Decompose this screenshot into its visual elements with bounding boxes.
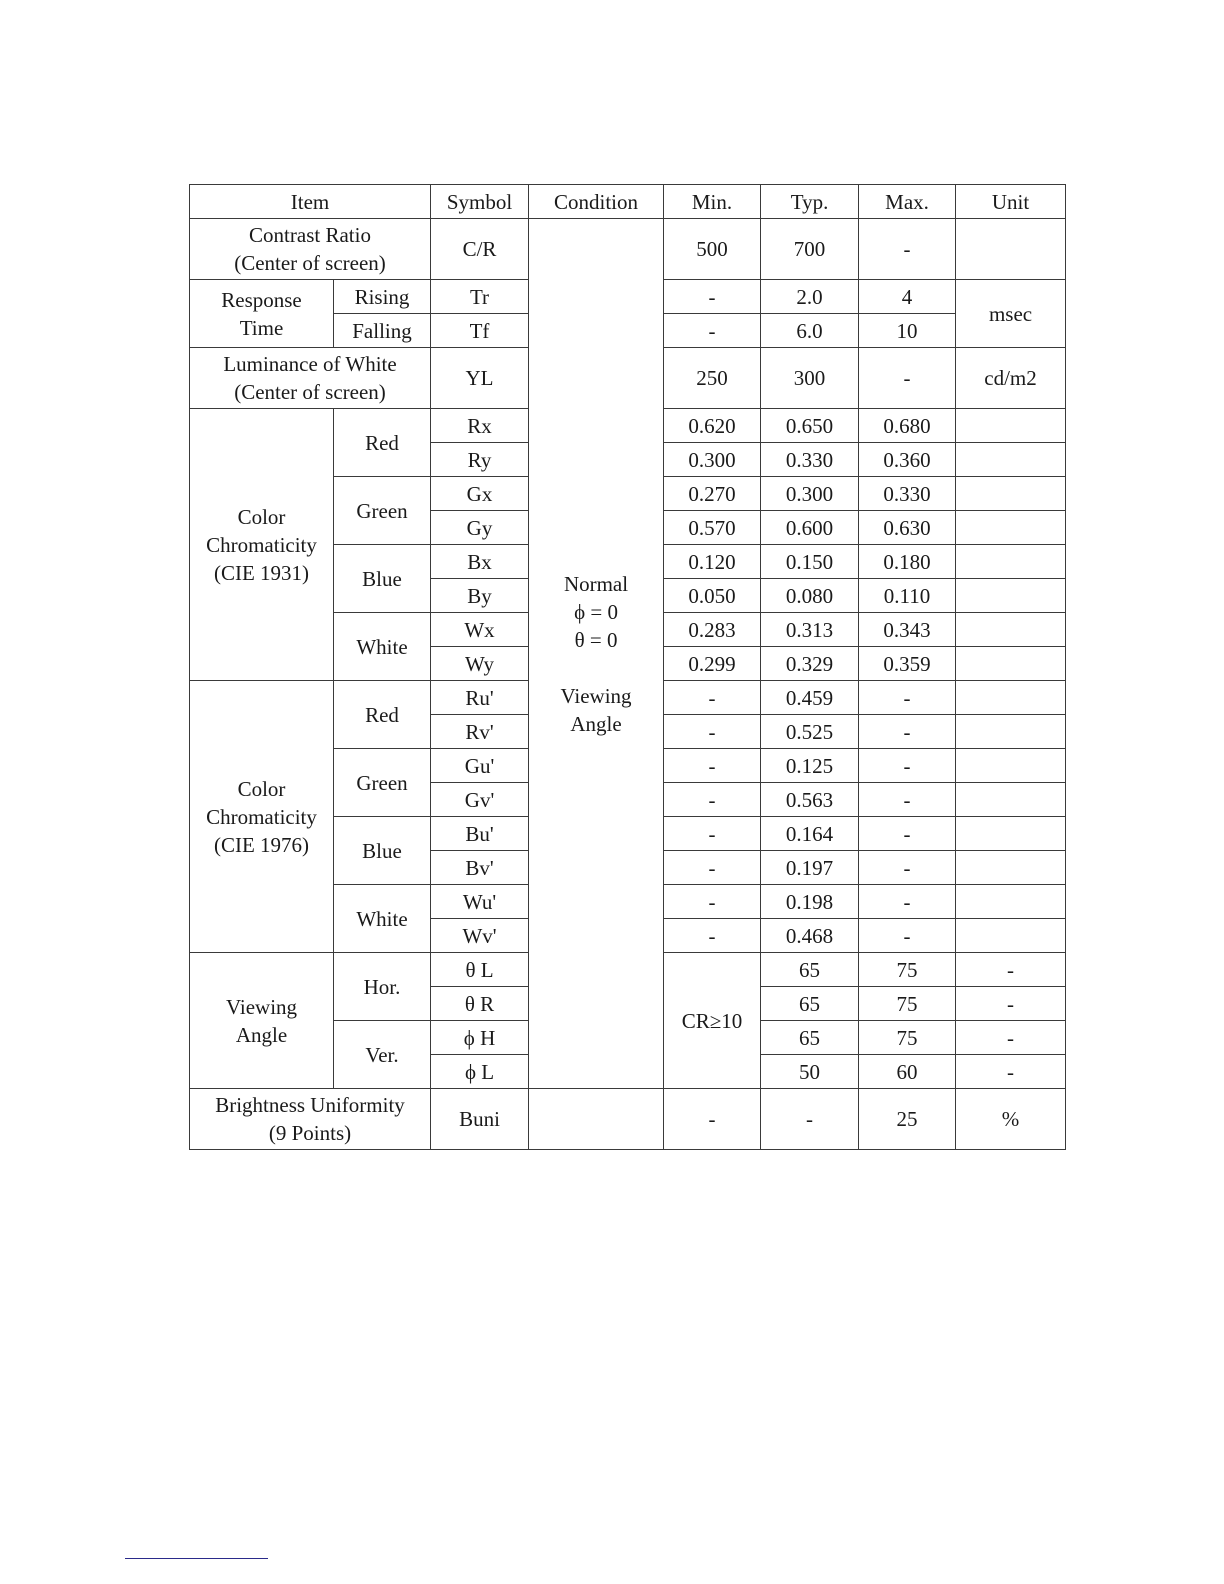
symbol-cell: Gx [431,477,529,511]
table-row [190,1089,1066,1150]
luminance-item [190,348,431,409]
symbol-cell: Rv' [431,715,529,749]
min-cell: - [664,1089,761,1150]
symbol-cell: YL [431,348,529,409]
item-sublabel: (Center of screen) [234,251,386,275]
min-cell: - [664,715,761,749]
max-cell: 0.630 [859,511,956,545]
typ-cell: 0.329 [761,647,859,681]
unit-cell [956,511,1066,545]
header-condition: Condition [529,185,664,219]
group-label: Red [334,681,431,749]
unit-cell [956,443,1066,477]
condition-line: Viewing [560,683,632,708]
symbol-cell: Wx [431,613,529,647]
typ-cell: 75 [859,1021,956,1055]
min-cell: - [664,280,761,314]
symbol-cell: Wy [431,647,529,681]
min-cell: 65 [761,1021,859,1055]
symbol-cell: Gy [431,511,529,545]
max-cell: - [859,219,956,280]
max-cell: 0.343 [859,613,956,647]
group-label: Green [334,749,431,817]
unit-cell [956,579,1066,613]
symbol-cell: Rx [431,409,529,443]
symbol-cell: Bv' [431,851,529,885]
min-cell: - [664,783,761,817]
min-cell: 0.120 [664,545,761,579]
ver-label: Ver. [334,1021,431,1089]
symbol-cell: C/R [431,219,529,280]
cie1976-item [190,681,334,953]
symbol-cell: Tf [431,314,529,348]
max-cell: 25 [859,1089,956,1150]
item-sublabel: (Center of screen) [234,380,386,404]
symbol-cell: ϕ L [431,1055,529,1089]
unit-cell [956,219,1066,280]
max-cell: - [859,348,956,409]
typ-cell: 0.197 [761,851,859,885]
unit-cell: cd/m2 [956,348,1066,409]
item-sublabel: Angle [235,1022,288,1047]
item-sublabel: Time [239,315,284,340]
unit-cell [956,681,1066,715]
group-label: Blue [334,817,431,885]
group-label: Blue [334,545,431,613]
min-cell: - [664,314,761,348]
contrast-ratio-item [190,219,431,280]
item-label: Luminance of White [223,352,397,376]
item-label: Contrast Ratio [249,223,371,247]
max-cell: - [859,851,956,885]
min-cell: 50 [761,1055,859,1089]
max-cell: - [859,681,956,715]
min-cell: 0.050 [664,579,761,613]
symbol-cell: Tr [431,280,529,314]
symbol-cell: Gu' [431,749,529,783]
min-cell: 0.283 [664,613,761,647]
min-cell: 0.300 [664,443,761,477]
item-sublabel: (CIE 1976) [213,832,310,857]
min-cell: - [664,681,761,715]
item-label: Color [237,776,286,801]
item-label: Brightness Uniformity [215,1093,405,1117]
unit-cell [956,851,1066,885]
header-unit: Unit [956,185,1066,219]
typ-cell: 0.198 [761,885,859,919]
typ-cell: 700 [761,219,859,280]
max-cell: - [859,715,956,749]
typ-cell: 0.300 [761,477,859,511]
min-cell: - [664,885,761,919]
min-cell: - [664,919,761,953]
group-label: White [334,885,431,953]
max-cell: 10 [859,314,956,348]
max-cell: - [956,987,1066,1021]
typ-cell: 0.563 [761,783,859,817]
header-typ: Typ. [761,185,859,219]
min-cell: - [664,851,761,885]
typ-cell: 0.164 [761,817,859,851]
symbol-cell: Wv' [431,919,529,953]
typ-cell: 0.525 [761,715,859,749]
unit-cell [956,613,1066,647]
typ-cell: 0.650 [761,409,859,443]
max-cell: 0.330 [859,477,956,511]
min-cell: 0.570 [664,511,761,545]
symbol-cell: Buni [431,1089,529,1150]
typ-cell: 0.468 [761,919,859,953]
unit-cell [956,919,1066,953]
unit-cell: % [956,1089,1066,1150]
min-cell: 65 [761,953,859,987]
max-cell: - [859,919,956,953]
symbol-cell: Ru' [431,681,529,715]
response-time-item [190,280,334,348]
min-cell: 500 [664,219,761,280]
header-min: Min. [664,185,761,219]
condition-line: θ = 0 [574,627,618,652]
group-label: Green [334,477,431,545]
max-cell: - [859,885,956,919]
min-cell: 0.620 [664,409,761,443]
typ-cell: 0.459 [761,681,859,715]
typ-cell: 0.150 [761,545,859,579]
header-row [190,185,1066,219]
typ-cell: 0.313 [761,613,859,647]
max-cell: 0.360 [859,443,956,477]
optical-spec-table [189,184,1066,1150]
min-cell: 0.299 [664,647,761,681]
max-cell: - [859,783,956,817]
condition-line: Normal [563,571,629,596]
typ-cell: 0.080 [761,579,859,613]
symbol-cell: ϕ H [431,1021,529,1055]
normal-condition-cell [529,219,664,1089]
item-label: Chromaticity [206,804,317,829]
typ-cell: 75 [859,953,956,987]
min-cell: - [664,817,761,851]
max-cell: 0.359 [859,647,956,681]
min-cell: 250 [664,348,761,409]
item-label: Response [221,287,302,312]
symbol-cell: Gv' [431,783,529,817]
unit-cell [956,477,1066,511]
item-label: Viewing [225,994,298,1019]
item-label: Chromaticity [206,532,317,557]
max-cell: - [859,817,956,851]
unit-cell [956,647,1066,681]
max-cell: - [956,953,1066,987]
falling-label: Falling [334,314,431,348]
item-sublabel: (CIE 1931) [213,560,310,585]
unit-cell [956,885,1066,919]
max-cell: 0.180 [859,545,956,579]
unit-cell [956,715,1066,749]
rising-label: Rising [334,280,431,314]
header-max: Max. [859,185,956,219]
symbol-cell: By [431,579,529,613]
item-label: Color [237,504,286,529]
typ-cell: 6.0 [761,314,859,348]
unit-cell [956,817,1066,851]
typ-cell: 2.0 [761,280,859,314]
typ-cell: - [761,1089,859,1150]
unit-cell [956,545,1066,579]
max-cell: - [956,1055,1066,1089]
header-symbol: Symbol [431,185,529,219]
condition-line: ϕ = 0 [574,599,618,624]
group-label: Red [334,409,431,477]
unit-cell: msec [956,280,1066,348]
table-row [190,219,1066,280]
typ-cell: 60 [859,1055,956,1089]
min-cell: - [664,749,761,783]
symbol-cell: Bx [431,545,529,579]
group-label: White [334,613,431,681]
header-item: Item [190,185,431,219]
typ-cell: 75 [859,987,956,1021]
typ-cell: 0.600 [761,511,859,545]
symbol-cell: θ L [431,953,529,987]
footnote-rule [125,1558,268,1559]
typ-cell: 0.125 [761,749,859,783]
symbol-cell: Bu' [431,817,529,851]
item-sublabel: (9 Points) [268,1121,352,1145]
typ-cell: 300 [761,348,859,409]
viewing-condition-cell: CR≥10 [664,953,761,1089]
unit-cell [956,783,1066,817]
hor-label: Hor. [334,953,431,1021]
max-cell: - [859,749,956,783]
cie1931-item [190,409,334,681]
min-cell: 65 [761,987,859,1021]
max-cell: 0.680 [859,409,956,443]
viewing-angle-item [190,953,334,1089]
unit-cell [956,749,1066,783]
symbol-cell: θ R [431,987,529,1021]
symbol-cell: Ry [431,443,529,477]
symbol-cell: Wu' [431,885,529,919]
typ-cell: 0.330 [761,443,859,477]
unit-cell [956,409,1066,443]
min-cell: 0.270 [664,477,761,511]
max-cell: - [956,1021,1066,1055]
condition-line: Angle [570,711,622,736]
max-cell: 0.110 [859,579,956,613]
condition-cell [529,1089,664,1150]
max-cell: 4 [859,280,956,314]
brightness-uniformity-item [190,1089,431,1150]
